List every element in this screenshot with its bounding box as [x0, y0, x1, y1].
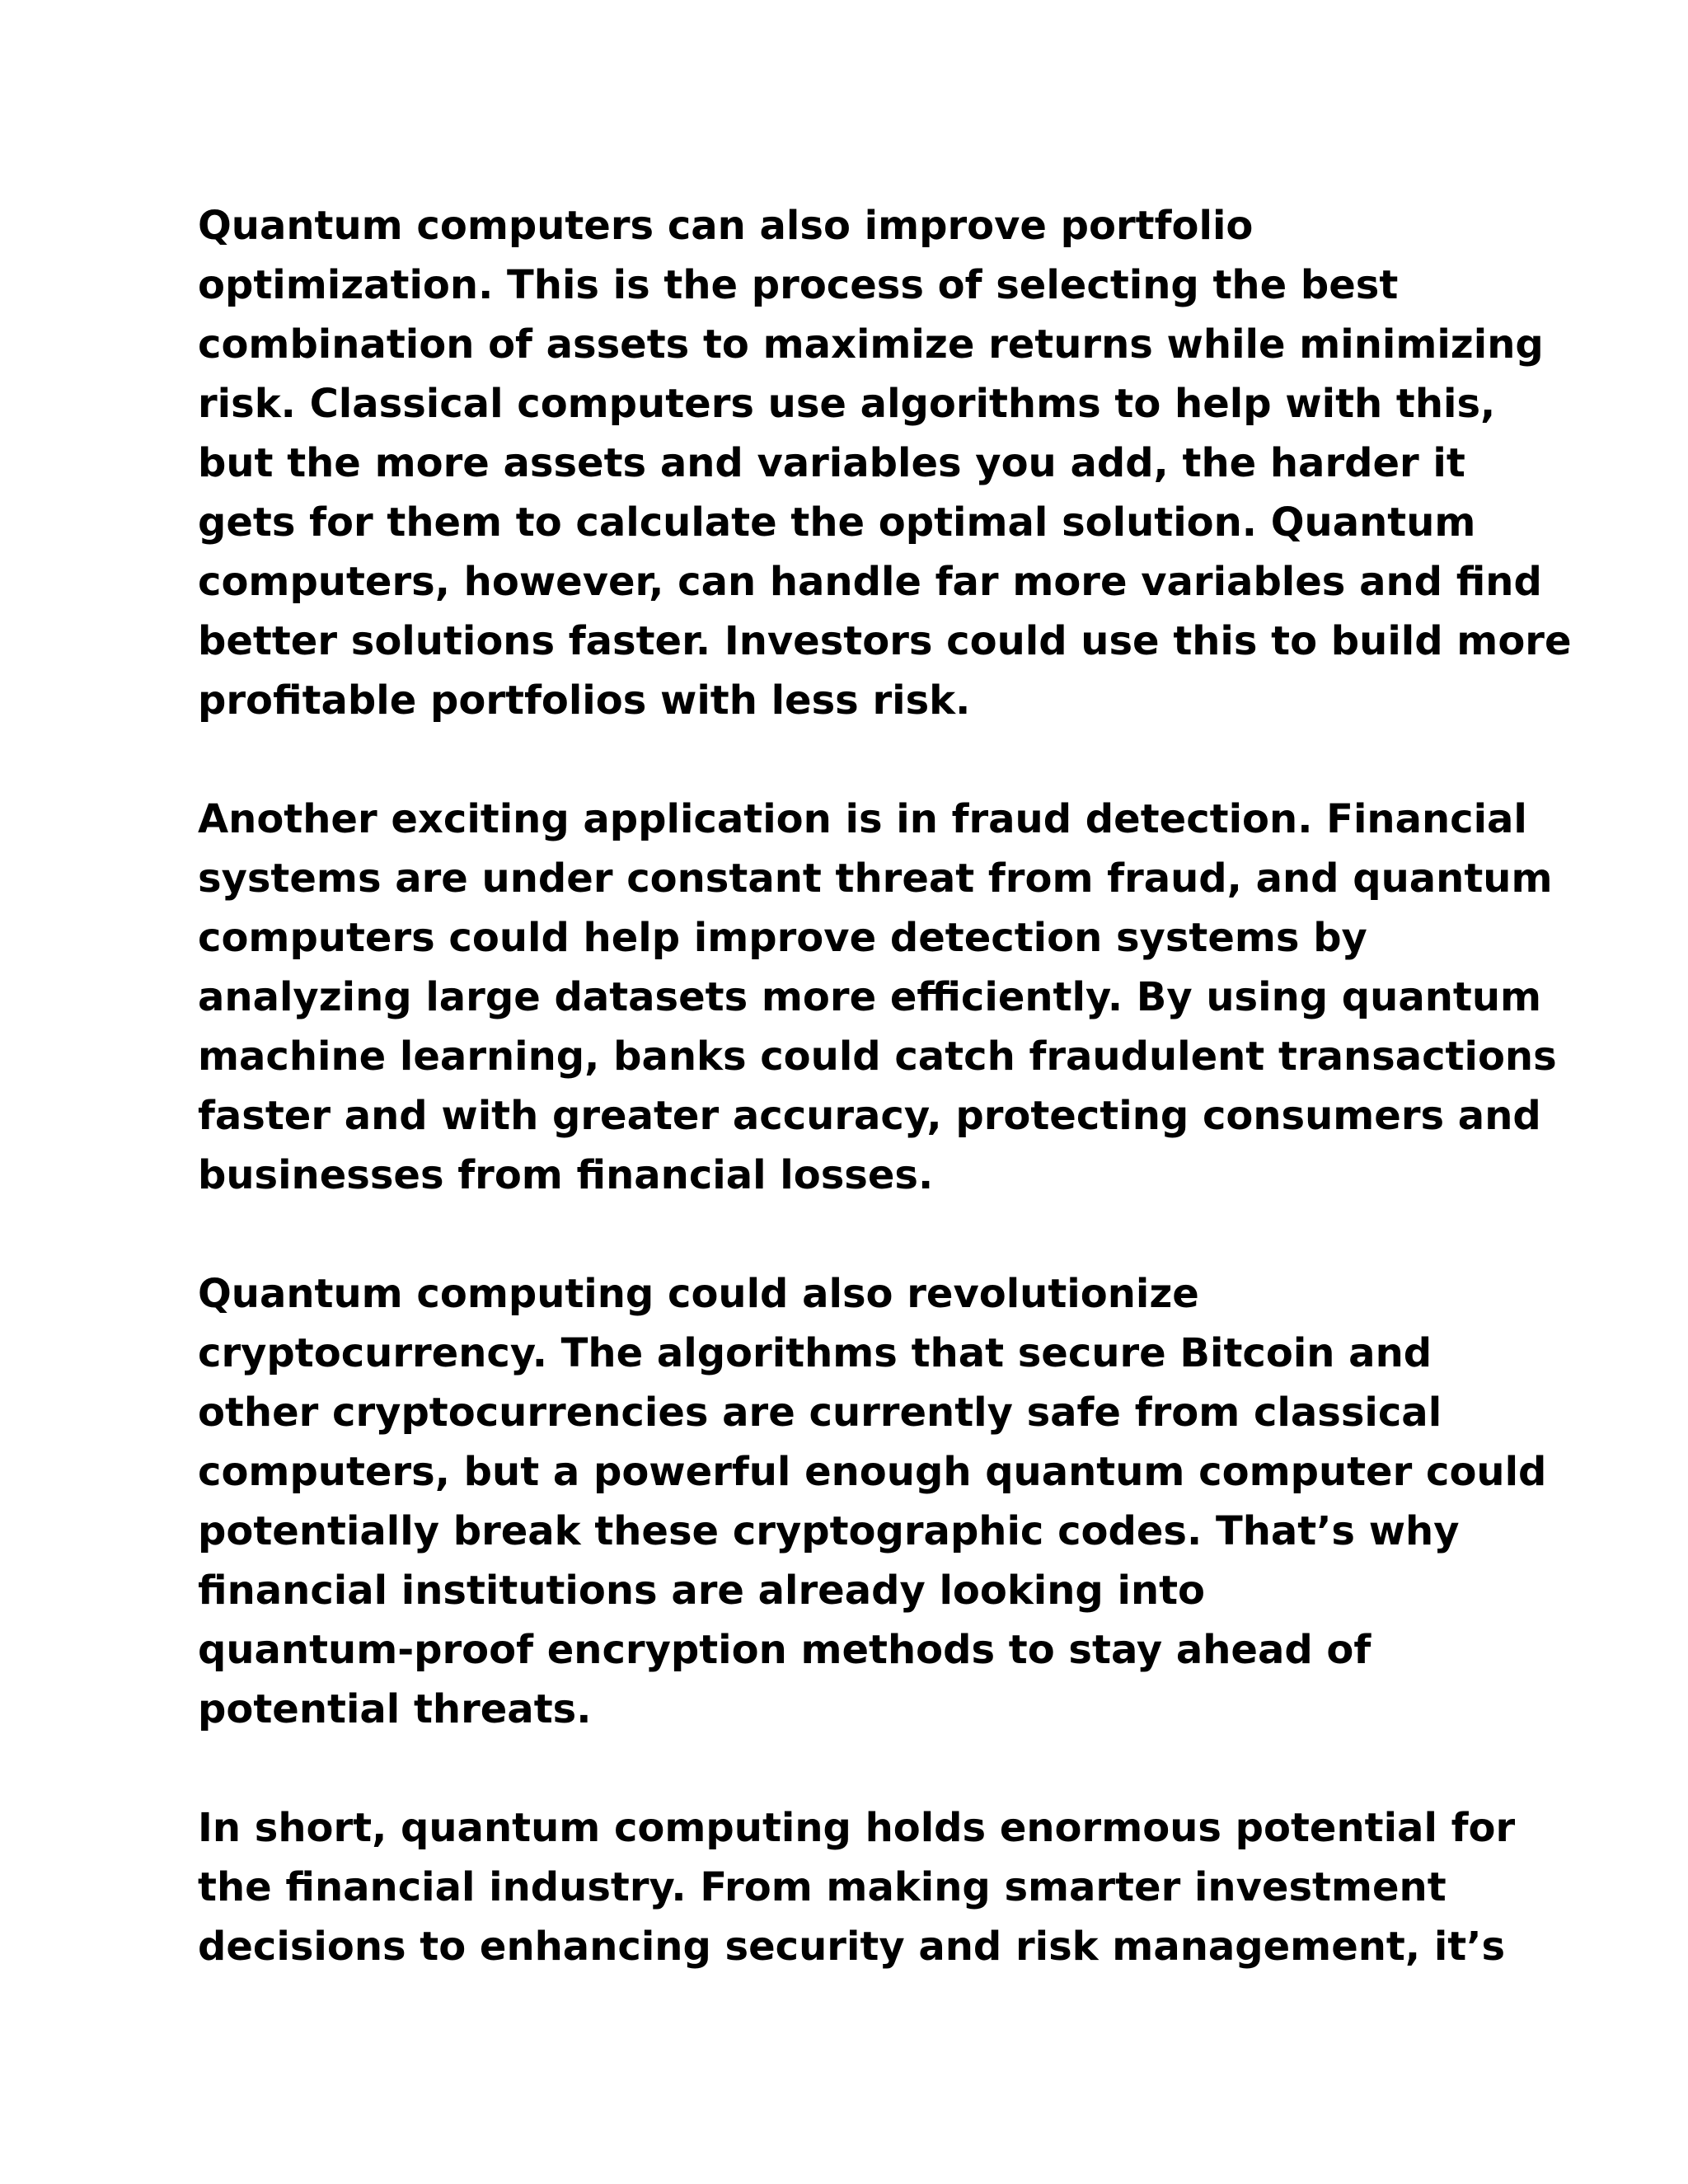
text-line: computers, however, can handle far more variables and find	[198, 559, 1542, 605]
text-line: risk. Classical computers use algorithms to help with this,	[198, 381, 1496, 427]
text-line: decisions to enhancing security and risk management, it’s	[198, 1924, 1506, 1970]
text-line: financial institutions are already looking into	[198, 1568, 1206, 1614]
paragraph-spacer	[198, 1739, 1500, 1798]
text-line: gets for them to calculate the optimal solution. Quantum	[198, 499, 1476, 546]
text-line: other cryptocurrencies are currently safe from classical	[198, 1390, 1442, 1436]
text-line: but the more assets and variables you add, the harder it	[198, 440, 1465, 486]
text-line: Quantum computing could also revolutionize	[198, 1271, 1199, 1317]
text-line: faster and with greater accuracy, protecting consumers and	[198, 1093, 1541, 1139]
text-line: the financial industry. From making smarter investment	[198, 1864, 1447, 1910]
text-line: quantum-proof encryption methods to stay ahead of	[198, 1627, 1372, 1673]
text-line: systems are under constant threat from fraud, and quantum	[198, 855, 1553, 902]
paragraph-conclusion	[198, 1798, 1516, 1976]
paragraph-spacer	[198, 730, 1500, 790]
paragraph-fraud-detection	[198, 790, 1557, 1205]
text-line: optimization. This is the process of selecting the best	[198, 262, 1399, 308]
text-line: Quantum computers can also improve portfolio	[198, 203, 1254, 249]
text-line: cryptocurrency. The algorithms that secure Bitcoin and	[198, 1330, 1432, 1376]
text-line: Another exciting application is in fraud detection. Financial	[198, 796, 1527, 842]
paragraph-portfolio-optimization	[198, 196, 1572, 730]
text-line: businesses from financial losses.	[198, 1152, 934, 1198]
text-line: better solutions faster. Investors could use this to build more	[198, 618, 1572, 664]
text-line: analyzing large datasets more efficiently. By using quantum	[198, 974, 1542, 1020]
text-line: potentially break these cryptographic codes. That’s why	[198, 1508, 1460, 1554]
text-line: profitable portfolios with less risk.	[198, 677, 971, 724]
document-body	[198, 196, 1572, 1976]
text-line: In short, quantum computing holds enormous potential for	[198, 1805, 1516, 1851]
text-line: machine learning, banks could catch fraudulent transactions	[198, 1033, 1557, 1080]
paragraph-cryptocurrency	[198, 1264, 1547, 1739]
text-line: potential threats.	[198, 1686, 592, 1732]
text-line: combination of assets to maximize returns while minimizing	[198, 321, 1544, 368]
text-line: computers, but a powerful enough quantum computer could	[198, 1449, 1547, 1495]
text-line: computers could help improve detection systems by	[198, 915, 1367, 961]
paragraph-spacer	[198, 1205, 1500, 1264]
